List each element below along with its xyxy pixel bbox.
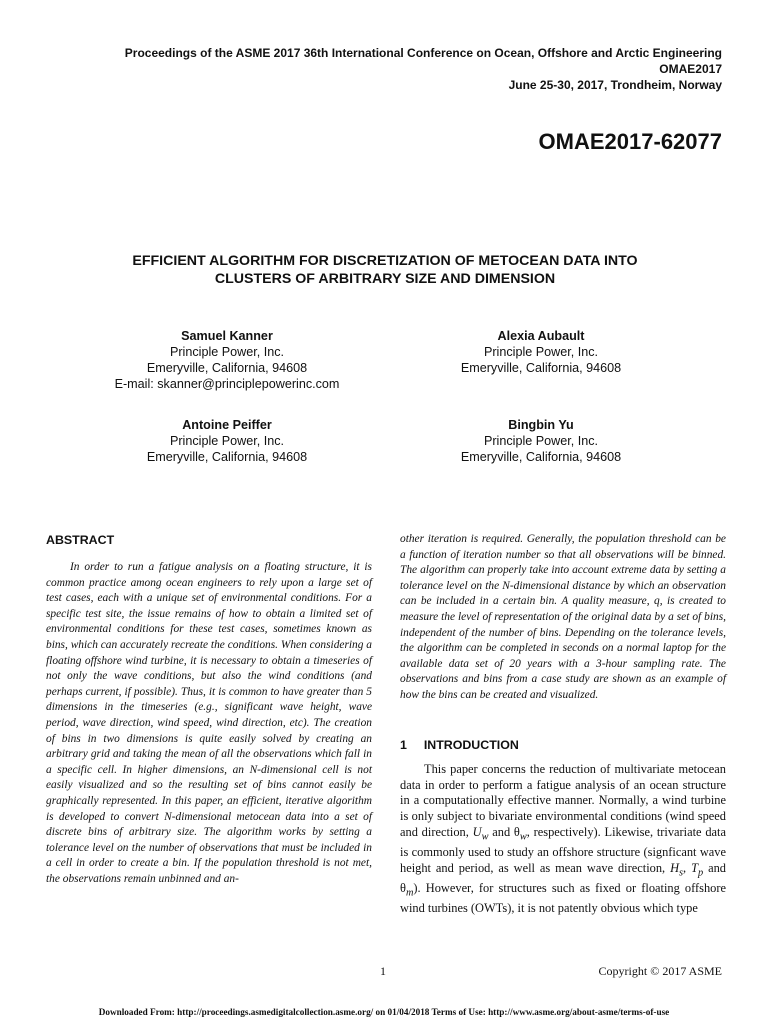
introduction-text (400, 762, 726, 917)
author-org: Principle Power, Inc. (169, 345, 285, 359)
subscript: w (481, 831, 489, 843)
intro-text-run: ). However, for structures such as fixed or floating offshore wind turbines (OWTs), it is not patently obvious which type (400, 880, 726, 916)
author-org: Principle Power, Inc. (483, 345, 599, 359)
subscript: s (679, 867, 684, 879)
download-notice: Downloaded From: http://proceedings.asmedigitalcollection.asme.org/ on 01/04/2018 Terms of Use: http://www.asme.org/about-asme/terms-of-use (98, 1007, 670, 1017)
author-org: Principle Power, Inc. (483, 434, 599, 448)
paper-title (60, 252, 710, 288)
abstract-text-right: other iteration is required. Generally, the population threshold can be a function of iteration number so that all observations will be binned. The algorithm can properly take into account extreme data by setting a tolerance level on the N-dimensional distance by which an observation can be included in a certain bin. A quality measure, q, is created to measure the level of representation of the original data by a set of bins, independent of the number of bins. Depending on the tolerance levels, the algorithm can be completed in seconds on a normal laptop for the available data set of 20 years with a 3-hour sampling rate. The observations and bins from a case study are shown as an example of how the bins can be created and visualized. (400, 533, 726, 701)
author-block-peiffer (62, 417, 392, 465)
author-block-aubault (376, 328, 706, 376)
symbol-h: H (670, 860, 680, 875)
author-name: Samuel Kanner (181, 329, 273, 343)
subscript: p (697, 867, 704, 879)
conference-name: Proceedings of the ASME 2017 36th International Conference on Ocean, Offshore and Arctic Engineering (124, 46, 722, 60)
author-name: Bingbin Yu (508, 418, 574, 432)
author-address: Emeryville, California, 94608 (460, 450, 622, 464)
section-title: INTRODUCTION (423, 738, 519, 752)
page-number: 1 (380, 964, 386, 978)
copyright-notice: Copyright © 2017 ASME (598, 964, 722, 978)
author-email: E-mail: skanner@principlepowerinc.com (114, 377, 340, 391)
conference-dates: June 25-30, 2017, Trondheim, Norway (508, 78, 722, 92)
abstract-text-left: In order to run a fatigue analysis on a floating structure, it is common practice among ocean engineers to rely upon a large set of test cases, each with a unique set of environmental conditions. For a specific test site, the issue remains of how to obtain a limited set of environmental conditions for these test cases, sometimes known as bins, which can accurately recreate the conditions. When considering a floating offshore wind turbine, it is necessary to obtain a timeseries of not only the wave conditions, but also the wind conditions (and perhaps current, if possible). Thus, it is common to have greater than 5 dimensions in the timeseries (e.g., significant wave height, wave period, wave direction, wind speed, wind direction, etc). The creation of bins in two dimensions is quite easily solved by creating an arbitrary grid and taking the mean of all the observations which fall in a specific cell. In higher dimensions, an N-dimensional cell is not easily visualized and so the resulting set of bins cannot easily be graphically represented. In this paper, an efficient, iterative algorithm is developed to convert N-dimensional metocean data into a set of discrete bins of arbitrary size. The algorithm works by setting a tolerance level on the number of observations that must be included in a cell in order to create a bin. If the population threshold is not met, the observations remain unbinned and an- (46, 561, 372, 885)
symbol-u: U (472, 824, 482, 839)
intro-text-run: , (683, 860, 692, 875)
conference-acronym: OMAE2017 (659, 62, 722, 76)
author-address: Emeryville, California, 94608 (146, 361, 308, 375)
author-org: Principle Power, Inc. (169, 434, 285, 448)
title-line-1: EFFICIENT ALGORITHM FOR DISCRETIZATION OF METOCEAN DATA INTO (132, 253, 638, 269)
author-address: Emeryville, California, 94608 (460, 361, 622, 375)
author-block-yu (376, 417, 706, 465)
author-address: Emeryville, California, 94608 (146, 450, 308, 464)
symbol-t: T (691, 860, 698, 875)
author-block-kanner (62, 328, 392, 392)
intro-text-run: This paper concerns the reduction of multivariate metocean data in order to perform a fatigue analysis of an ocean structure in a computationally effective manner. Normally, a wind turbine is only subject to bivariate environmental conditions (wind speed and direction, (400, 762, 726, 839)
introduction-heading (400, 738, 519, 752)
paper-id: OMAE2017-62077 (538, 129, 722, 154)
section-number: 1 (400, 738, 407, 752)
subscript: w (519, 831, 527, 843)
author-name: Alexia Aubault (497, 329, 585, 343)
intro-text-run: , respectively). Likewise, trivariate data is commonly used to study an offshore structure (signficant wave height and period, as well as mean wave direction, (400, 824, 726, 875)
author-name: Antoine Peiffer (182, 418, 272, 432)
subscript: m (405, 887, 414, 899)
title-line-2: CLUSTERS OF ARBITRARY SIZE AND DIMENSION (214, 271, 556, 287)
intro-text-run: and θ (400, 860, 726, 895)
abstract-heading: ABSTRACT (46, 533, 115, 547)
intro-text-run: and θ (488, 824, 520, 839)
